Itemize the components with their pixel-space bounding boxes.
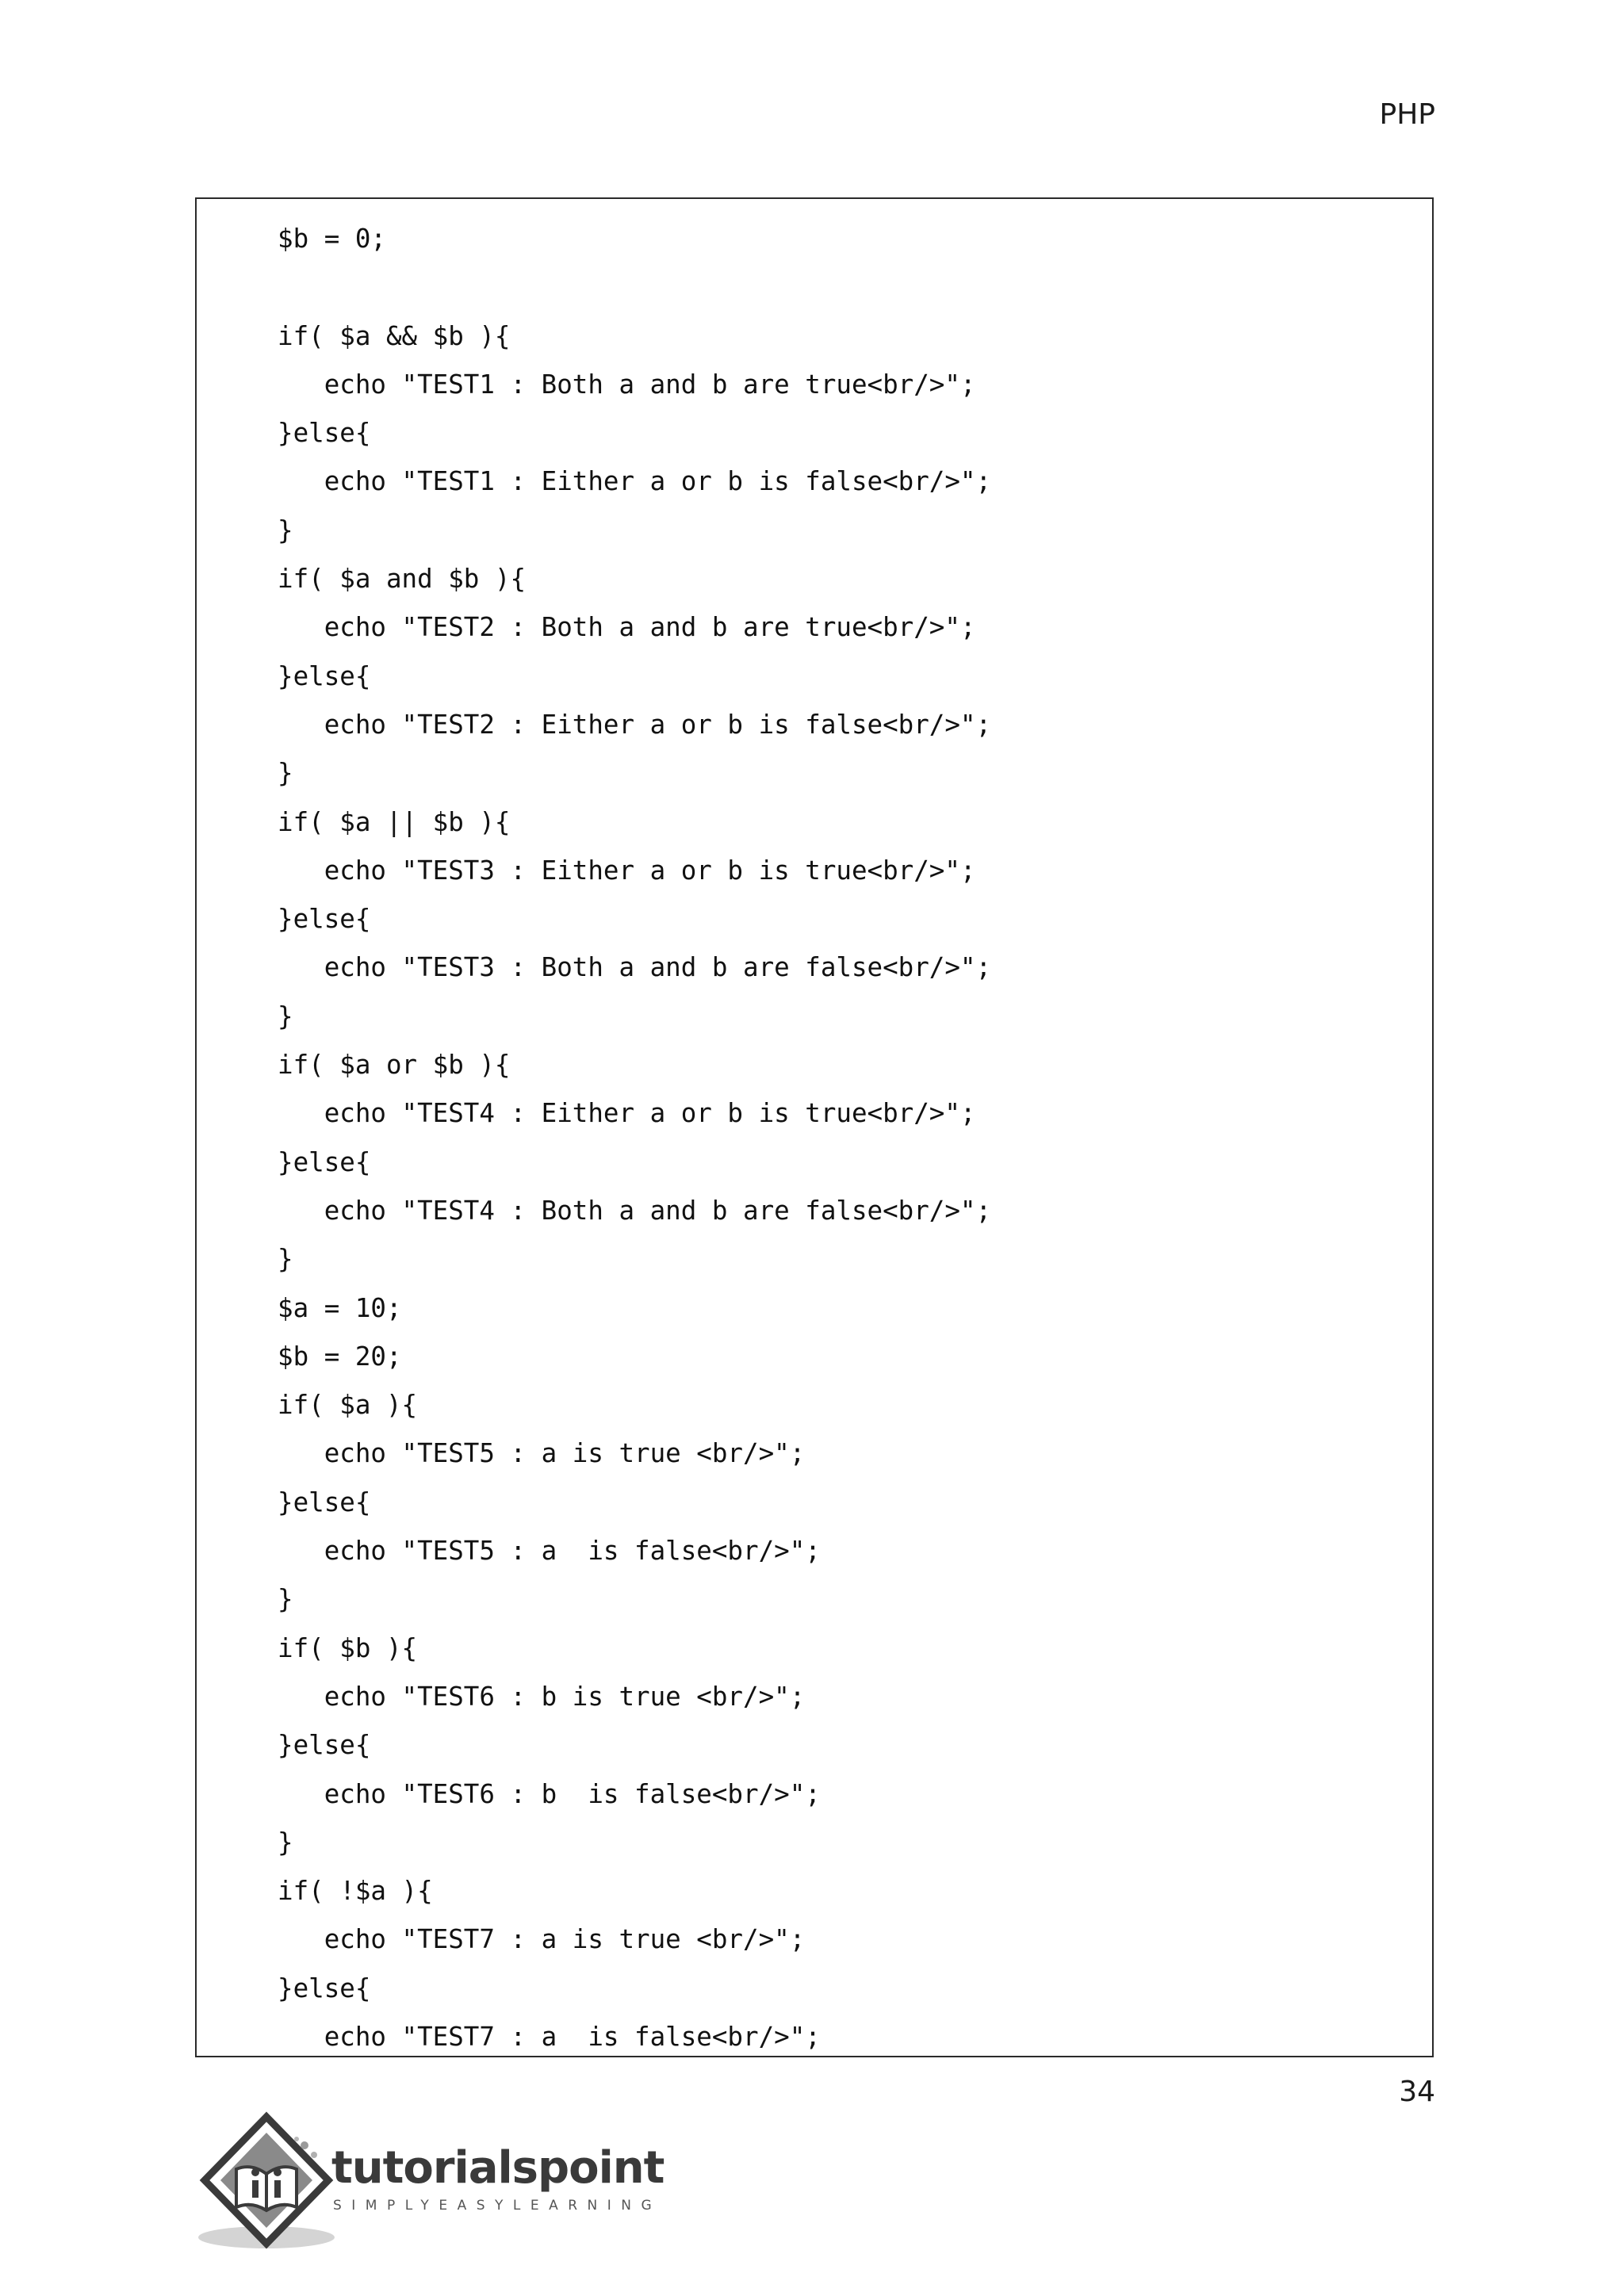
tutorialspoint-book-diamond-icon [195, 2110, 338, 2253]
code-line: if( $a or $b ){ [278, 1050, 511, 1081]
code-line: echo "TEST7 : a is true <br/>"; [278, 1924, 806, 1955]
code-line: echo "TEST6 : b is true <br/>"; [278, 1681, 806, 1712]
code-line: } [278, 515, 293, 545]
code-line: echo "TEST2 : Both a and b are true<br/>"; [278, 612, 976, 643]
code-line: }else{ [278, 1487, 371, 1517]
code-line: if( $a || $b ){ [278, 806, 511, 837]
code-line [278, 263, 991, 312]
code-lines [278, 215, 991, 2057]
code-line: } [278, 1827, 293, 1858]
code-line: if( $b ){ [278, 1632, 418, 1663]
code-line: echo "TEST4 : Both a and b are false<br/>"; [278, 1195, 992, 1226]
code-line: echo "TEST4 : Either a or b is true<br/>"; [278, 1098, 976, 1129]
code-line: echo "TEST5 : a is true <br/>"; [278, 1438, 806, 1469]
logo-tagline: SIMPLYEASYLEARNING [333, 2198, 662, 2214]
code-line: echo "TEST3 : Either a or b is true<br/>"; [278, 855, 976, 886]
code-line: } [278, 1001, 293, 1031]
code-line: }else{ [278, 1973, 371, 2003]
page-number: 34 [1399, 2076, 1435, 2108]
code-line: echo "TEST1 : Both a and b are true<br/>"; [278, 369, 976, 400]
code-line: echo "TEST7 : a is false<br/>"; [278, 2021, 821, 2052]
code-line: } [278, 1244, 293, 1275]
logo-wordmark: tutorialspoint [331, 2142, 665, 2194]
code-line: }else{ [278, 904, 371, 935]
code-line: echo "TEST2 : Either a or b is false<br/>"; [278, 709, 992, 740]
code-line: }else{ [278, 418, 371, 449]
code-line: } [278, 758, 293, 789]
code-line: echo "TEST6 : b is false<br/>"; [278, 1778, 821, 1809]
code-line: if( !$a ){ [278, 1876, 433, 1907]
code-line: if( $a ){ [278, 1390, 418, 1421]
code-line: $a = 10; [278, 1292, 402, 1323]
code-line: if( $a && $b ){ [278, 320, 511, 351]
code-line: if( $a and $b ){ [278, 564, 527, 595]
code-line: }else{ [278, 1730, 371, 1761]
code-line: $b = 0; [278, 224, 386, 254]
page-header-section: PHP [1379, 98, 1435, 131]
code-line: echo "TEST3 : Both a and b are false<br/>"; [278, 952, 992, 983]
code-line: }else{ [278, 660, 371, 691]
code-line: $b = 20; [278, 1341, 402, 1372]
tutorialspoint-logo [195, 2110, 687, 2253]
code-block [195, 197, 1434, 2057]
code-line: echo "TEST5 : a is false<br/>"; [278, 1536, 821, 1567]
code-line: }else{ [278, 1146, 371, 1177]
code-line: } [278, 1584, 293, 1615]
code-line: echo "TEST1 : Either a or b is false<br/>"; [278, 466, 992, 497]
